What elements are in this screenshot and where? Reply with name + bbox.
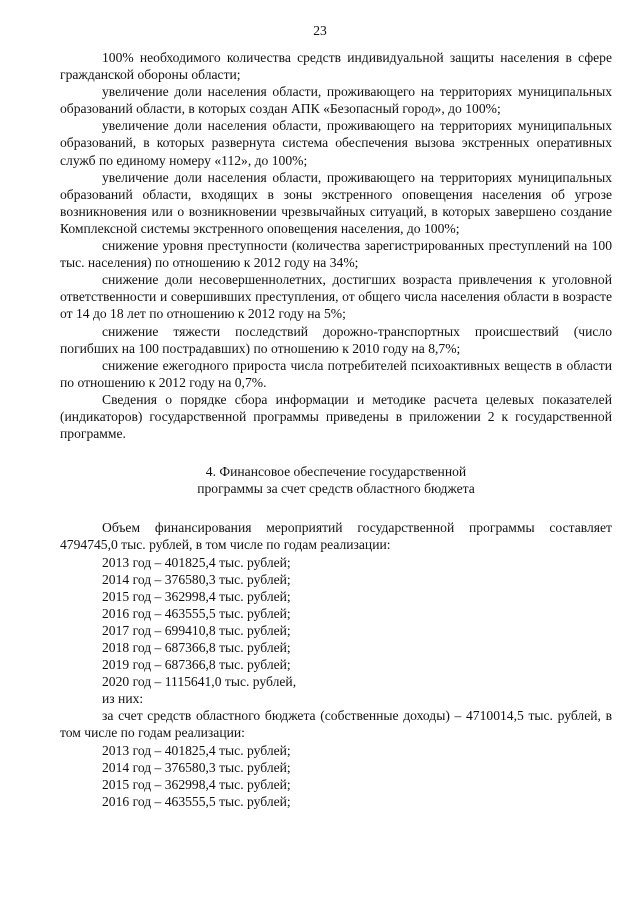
bullet-paragraph: увеличение доли населения области, проживающего на территориях муниципальных образований, в которых развернута система обеспечения вызова экстренных оперативных служб по единому номеру «112», до 100%; — [60, 118, 612, 168]
regional-year-item: 2013 год – 401825,4 тыс. рублей; — [102, 742, 291, 758]
funding-year-item: 2019 год – 687366,8 тыс. рублей; — [102, 657, 291, 673]
funding-year-item: 2020 год – 1115641,0 тыс. рублей, — [102, 674, 297, 690]
funding-years-list — [60, 554, 612, 691]
bullet-paragraph: увеличение доли населения области, проживающего на территориях муниципальных образований области, входящих в зоны экстренного оповещения населения об угрозе возникновения или о возникновении чрезвычайных ситуаций, в которых завершено создание Комплексной системы экстренного оповещения населения, до 100%; — [60, 169, 612, 236]
section-heading — [60, 463, 612, 497]
regional-year-item: 2015 год – 362998,4 тыс. рублей; — [102, 776, 291, 792]
info-paragraph: Сведения о порядке сбора информации и методике расчета целевых показателей (индикаторов) государственной программы приведены в приложении 2 к государственной программе. — [60, 391, 612, 442]
bullet-paragraph: 100% необходимого количества средств индивидуальной защиты населения в сфере гражданской обороны области; — [60, 50, 612, 83]
page-number: 23 — [313, 23, 327, 38]
regional-years-list — [60, 742, 612, 810]
funding-year-item: 2015 год – 362998,4 тыс. рублей; — [102, 588, 291, 604]
section-heading-line: программы за счет средств областного бюджета — [197, 481, 475, 497]
bullet-paragraph: снижение доли несовершеннолетних, достигших возраста привлечения к уголовной ответственности и совершивших преступления, от общего числа населения области в возрасте от 14 до 18 лет по отношению к 2012 году на 5%; — [60, 272, 612, 322]
regional-budget-intro: за счет средств областного бюджета (собственные доходы) – 4710014,5 тыс. рублей, в том числе по годам реализации: — [60, 708, 612, 741]
bullet-paragraph: снижение тяжести последствий дорожно-транспортных происшествий (число погибших на 100 пострадавших) по отношению к 2010 году на 8,7%; — [60, 323, 612, 356]
funding-year-item: 2014 год – 376580,3 тыс. рублей; — [102, 571, 291, 587]
section-heading-line: 4. Финансовое обеспечение государственной — [205, 464, 467, 480]
of-them-label: из них: — [102, 691, 144, 707]
bullet-paragraph: увеличение доли населения области, проживающего на территориях муниципальных образований области, в которых создан АПК «Безопасный город», до 100%; — [60, 84, 612, 117]
bullet-paragraph: снижение ежегодного прироста числа потребителей психоактивных веществ в области по отношению к 2012 году на 0,7%. — [60, 357, 612, 390]
regional-year-item: 2016 год – 463555,5 тыс. рублей; — [102, 793, 291, 809]
funding-year-item: 2018 год – 687366,8 тыс. рублей; — [102, 640, 291, 655]
regional-year-item: 2014 год – 376580,3 тыс. рублей; — [102, 759, 291, 775]
funding-year-item: 2017 год – 699410,8 тыс. рублей; — [102, 622, 291, 638]
bullet-paragraph: снижение уровня преступности (количества зарегистрированных преступлений на 100 тыс. населения) по отношению к 2012 году на 34%; — [60, 238, 612, 271]
funding-year-item: 2016 год – 463555,5 тыс. рублей; — [102, 605, 291, 621]
page-content — [60, 49, 612, 810]
funding-intro: Объем финансирования мероприятий государственной программы составляет 4794745,0 тыс. рублей, в том числе по годам реализации: — [60, 520, 612, 553]
funding-year-item: 2013 год – 401825,4 тыс. рублей; — [102, 554, 291, 570]
